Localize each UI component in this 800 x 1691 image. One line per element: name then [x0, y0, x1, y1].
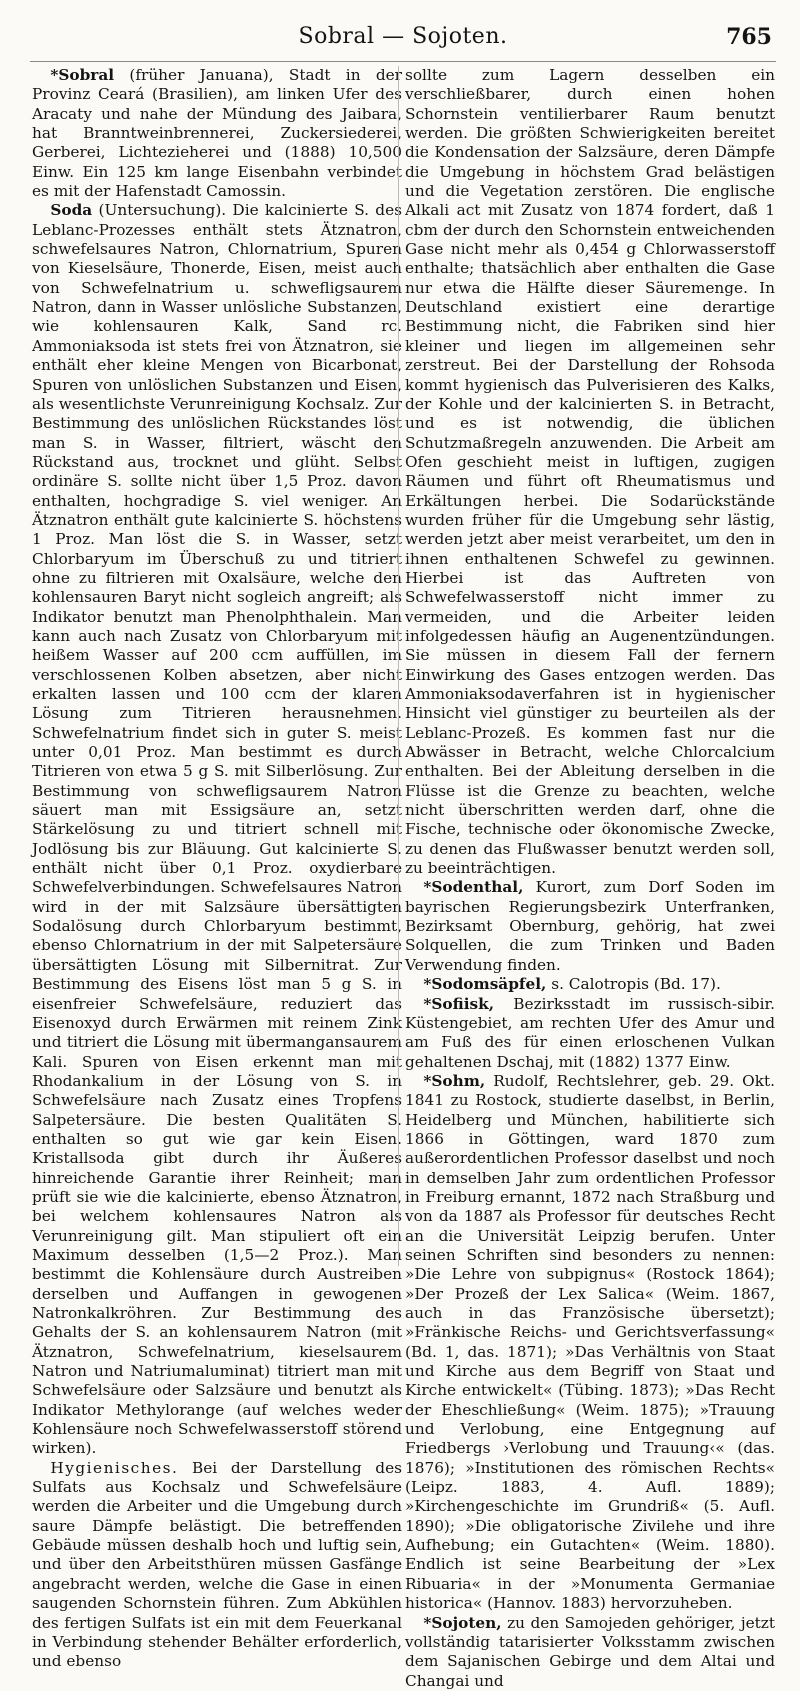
- headword-sohm: *Sohm,: [423, 1071, 486, 1090]
- headword-soda: Soda: [50, 201, 93, 220]
- entry-soda: [32, 201, 402, 1458]
- header-rule: [30, 61, 776, 62]
- entry-soda-text: (Untersuchung). Die kalcinierte S. des Leblanc-Prozesses enthält stets Ätznatron, schwefelsaures Natron, Chlornatrium, Spuren von Kieselsäure, Thonerde, Eisen, meist auch von Schwefelnatrium u. schwefligsaurem Natron, dann in Wasser unlösliche Substanzen, wie kohlensauren Kalk, Sand rc. Ammoniaksoda ist stets frei von Ätznatron, sie enthält eher kleine Mengen von Bicarbonat, Spuren von unlöslichen Substanzen und Eisen, als wesentlichste Verunreinigung Kochsalz. Zur Bestimmung des unlöslichen Rückstandes löst man S. in Wasser, filtriert, wäscht den Rückstand aus, trocknet und glüht. Selbst ordinäre S. sollte nicht über 1,5 Proz. davon enthalten, hochgradige S. viel weniger. An Ätznatron enthält gute kalcinierte S. höchstens 1 Proz. Man löst die S. in Wasser, setzt Chlorbaryum im Überschuß zu und titriert ohne zu filtrieren mit Oxalsäure, welche den kohlensauren Baryt nicht sogleich angreift; als Indikator benutzt man Phenolphthalein. Man kann auch nach Zusatz von Chlorbaryum mit heißem Wasser auf 200 ccm auffüllen, im verschlossenen Kolben absetzen, aber nicht erkalten lassen und 100 ccm der klaren Lösung zum Titrieren herausnehmen. Schwefelnatrium findet sich in guter S. meist unter 0,01 Proz. Man bestimmt es durch Titrieren von etwa 5 g S. mit Silberlösung. Zur Bestimmung von schwefligsaurem Natron säuert man mit Essigsäure an, setzt Stärkelösung zu und titriert schnell mit Jodlösung bis zur Bläuung. Gut kalcinierte S. enthält nicht über 0,1 Proz. oxydierbare Schwefelverbindungen. Schwefelsaures Natron wird in der mit Salzsäure übersättigten Sodalösung durch Chlorbaryum bestimmt, ebenso Chlornatrium in der mit Salpetersäure übersättigten Lösung mit Silbernitrat. Zur Bestimmung des Eisens löst man 5 g S. in eisenfreier Schwefelsäure, reduziert das Eisenoxyd durch Erwärmen mit reinem Zink und titriert die Lösung mit übermangansaurem Kali. Spuren von Eisen erkennt man mit Rhodankalium in der Lösung von S. in Schwefelsäure nach Zusatz eines Tropfens Salpetersäure. Die besten Qualitäten S. enthalten so gut wie gar kein Eisen. Kristallsoda gibt durch ihr Äußeres hinreichende Garantie ihrer Reinheit; man prüft sie wie die kalcinierte, ebenso Ätznatron, bei welchem kohlensaures Natron als Verunreinigung gilt. Man stipuliert oft ein Maximum desselben (1,5—2 Proz.). Man bestimmt die Kohlensäure durch Austreiben derselben und Auffangen in gewogenen Natronkalkröhren. Zur Bestimmung des Gehalts der S. an kohlensaurem Natron (mit Ätznatron, Schwefelnatrium, kieselsaurem Natron und Natriumaluminat) titriert man mit Schwefelsäure oder Salzsäure und benutzt als Indikator Methylorange (auf welches weder Kohlensäure noch Schwefelwasserstoff störend wirken).: [32, 201, 402, 1458]
- entry-sodomsaepfel-text: s. Calotropis (Bd. 17).: [546, 975, 721, 994]
- entry-sodenthal: [405, 878, 775, 975]
- running-title: Sobral — Sojoten.: [298, 24, 508, 49]
- entry-sojoten: [405, 1614, 775, 1691]
- entry-sohm: [405, 1072, 775, 1614]
- headword-sofiisk: *Sofiisk,: [423, 994, 495, 1013]
- entry-sofiisk-text: Bezirksstadt im russisch-sibir. Küstengebiet, am rechten Ufer des Amur und am Fuß des für einen erloschenen Vulkan gehaltenen Dschaj, mit (1882) 1377 Einw.: [405, 994, 775, 1071]
- entry-sohm-text: Rudolf, Rechtslehrer, geb. 29. Okt. 1841 zu Rostock, studierte daselbst, in Berlin, Heidelberg und München, habilitierte sich 1866 in Göttingen, ward 1870 zum außerordentlichen Professor daselbst und noch in demselben Jahr zum ordentlichen Professor in Freiburg ernannt, 1872 nach Straßburg und von da 1887 als Professor für deutsches Recht an die Universität Leipzig berufen. Unter seinen Schriften sind besonders zu nennen: »Die Lehre von subpignus« (Rostock 1864); »Der Prozeß der Lex Salica« (Weim. 1867, auch in das Französische übersetzt); »Fränkische Reichs- und Gerichtsverfassung« (Bd. 1, das. 1871); »Das Verhältnis von Staat und Kirche aus dem Begriff von Staat und Kirche entwickelt« (Tübing. 1873); »Das Recht der Eheschließung« (Weim. 1875); »Trauung und Verlobung, eine Entgegnung auf Friedbergs ›Verlobung und Trauung‹« (das. 1876); »Institutionen des römischen Rechts« (Leipz. 1883, 4. Aufl. 1889); »Kirchengeschichte im Grundriß« (5. Aufl. 1890); »Die obligatorische Zivilehe und ihre Aufhebung; ein Gutachten« (Weim. 1880). Endlich ist seine Bearbeitung der »Lex Ribuaria« in der »Monumenta Germaniae historica« (Hannov. 1883) hervorzuheben.: [405, 1071, 775, 1613]
- right-column: [405, 66, 775, 1690]
- section-hygiene-text: Bei der Darstellung des Sulfats aus Kochsalz und Schwefelsäure werden die Arbeiter und die Umgebung durch saure Dämpfe belästigt. Die betreffenden Gebäude müssen deshalb hoch und luftig sein, und über den Arbeitsthüren müssen Gasfänge angebracht werden, welche die Gase in einen saugenden Schornstein führen. Zum Abkühlen des fertigen Sulfats ist ein mit dem Feuerkanal in Verbindung stehender Behälter erforderlich, und ebenso: [32, 1458, 402, 1671]
- left-column: [32, 66, 402, 1671]
- page-header: [30, 10, 776, 50]
- page-number: 765: [726, 24, 772, 50]
- headword-sodomsaepfel: *Sodomsäpfel,: [423, 975, 547, 994]
- headword-sojoten: *Sojoten,: [423, 1613, 502, 1632]
- entry-sodenthal-text: Kurort, zum Dorf Soden im bayrischen Regierungsbezirk Unterfranken, Bezirksamt Obernburg, gehörig, hat zwei Solquellen, die zum Trinken und Baden Verwendung finden.: [405, 878, 775, 974]
- headword-sobral: *Sobral: [50, 66, 115, 84]
- entry-soda-hygiene-continued: sollte zum Lagern desselben ein verschließbarer, durch einen hohen Schornstein ventilierbarer Raum benutzt werden. Die größten Schwierigkeiten bereitet die Kondensation der Salzsäure, deren Dämpfe die Umgebung in höchstem Grad belästigen und die Vegetation zerstören. Die englische Alkali act mit Zusatz von 1874 fordert, daß 1 cbm der durch den Schornstein entweichenden Gase nicht mehr als 0,454 g Chlorwasserstoff enthalte; thatsächlich aber enthalten die Gase nur etwa die Hälfte dieser Säuremenge. In Deutschland existiert eine derartige Bestimmung nicht, die Fabriken sind hier kleiner und liegen im allgemeinen sehr zerstreut. Bei der Darstellung der Rohsoda kommt hygienisch das Pulverisieren des Kalks, der Kohle und der kalcinierten S. in Betracht, und es ist notwendig, die üblichen Schutzmaßregeln anzuwenden. Die Arbeit am Ofen geschieht meist in luftigen, zugigen Räumen und führt oft Rheumatismus und Erkältungen herbei. Die Sodarückstände wurden früher für die Umgebung sehr lästig, werden jetzt aber meist verarbeitet, um den in ihnen enthaltenen Schwefel zu gewinnen. Hierbei ist das Auftreten von Schwefelwasserstoff nicht immer zu vermeiden, und die Arbeiter leiden infolgedessen häufig an Augenentzündungen. Sie müssen in diesem Fall der fernern Einwirkung des Gases entzogen werden. Das Ammoniaksodaverfahren ist in hygienischer Hinsicht viel günstiger zu beurteilen als der Leblanc-Prozeß. Es kommen fast nur die Abwässer in Betracht, welche Chlorcalcium enthalten. Bei der Ableitung derselben in die Flüsse ist die Grenze zu beachten, welche nicht überschritten werden darf, ohne die Fische, technische oder ökonomische Zwecke, zu denen das Flußwasser benutzt werden soll, zu beeinträchtigen.: [405, 66, 775, 878]
- entry-soda-hygiene: [32, 1459, 402, 1672]
- column-divider: [398, 66, 399, 1266]
- section-hygiene-heading: Hygienisches.: [50, 1458, 179, 1477]
- entry-sodomsaepfel: [405, 975, 775, 994]
- entry-sobral-text: (früher Januana), Stadt in der Provinz Ceará (Brasilien), am linken Ufer des Aracaty und nahe der Mündung des Jaibara, hat Branntweinbrennerei, Zuckersiederei, Gerberei, Lichtezieherei und (1888) 10,500 Einw. Ein 125 km lange Eisenbahn verbindet es mit der Hafenstadt Camossin.: [32, 66, 402, 201]
- entry-sobral: [32, 66, 402, 201]
- entry-sofiisk: [405, 995, 775, 1072]
- headword-sodenthal: *Sodenthal,: [423, 878, 524, 897]
- entry-sojoten-text: zu den Samojeden gehöriger, jetzt vollständig tatarisierter Volksstamm zwischen dem Sajanischen Gebirge und dem Altai und Changai und: [405, 1613, 775, 1690]
